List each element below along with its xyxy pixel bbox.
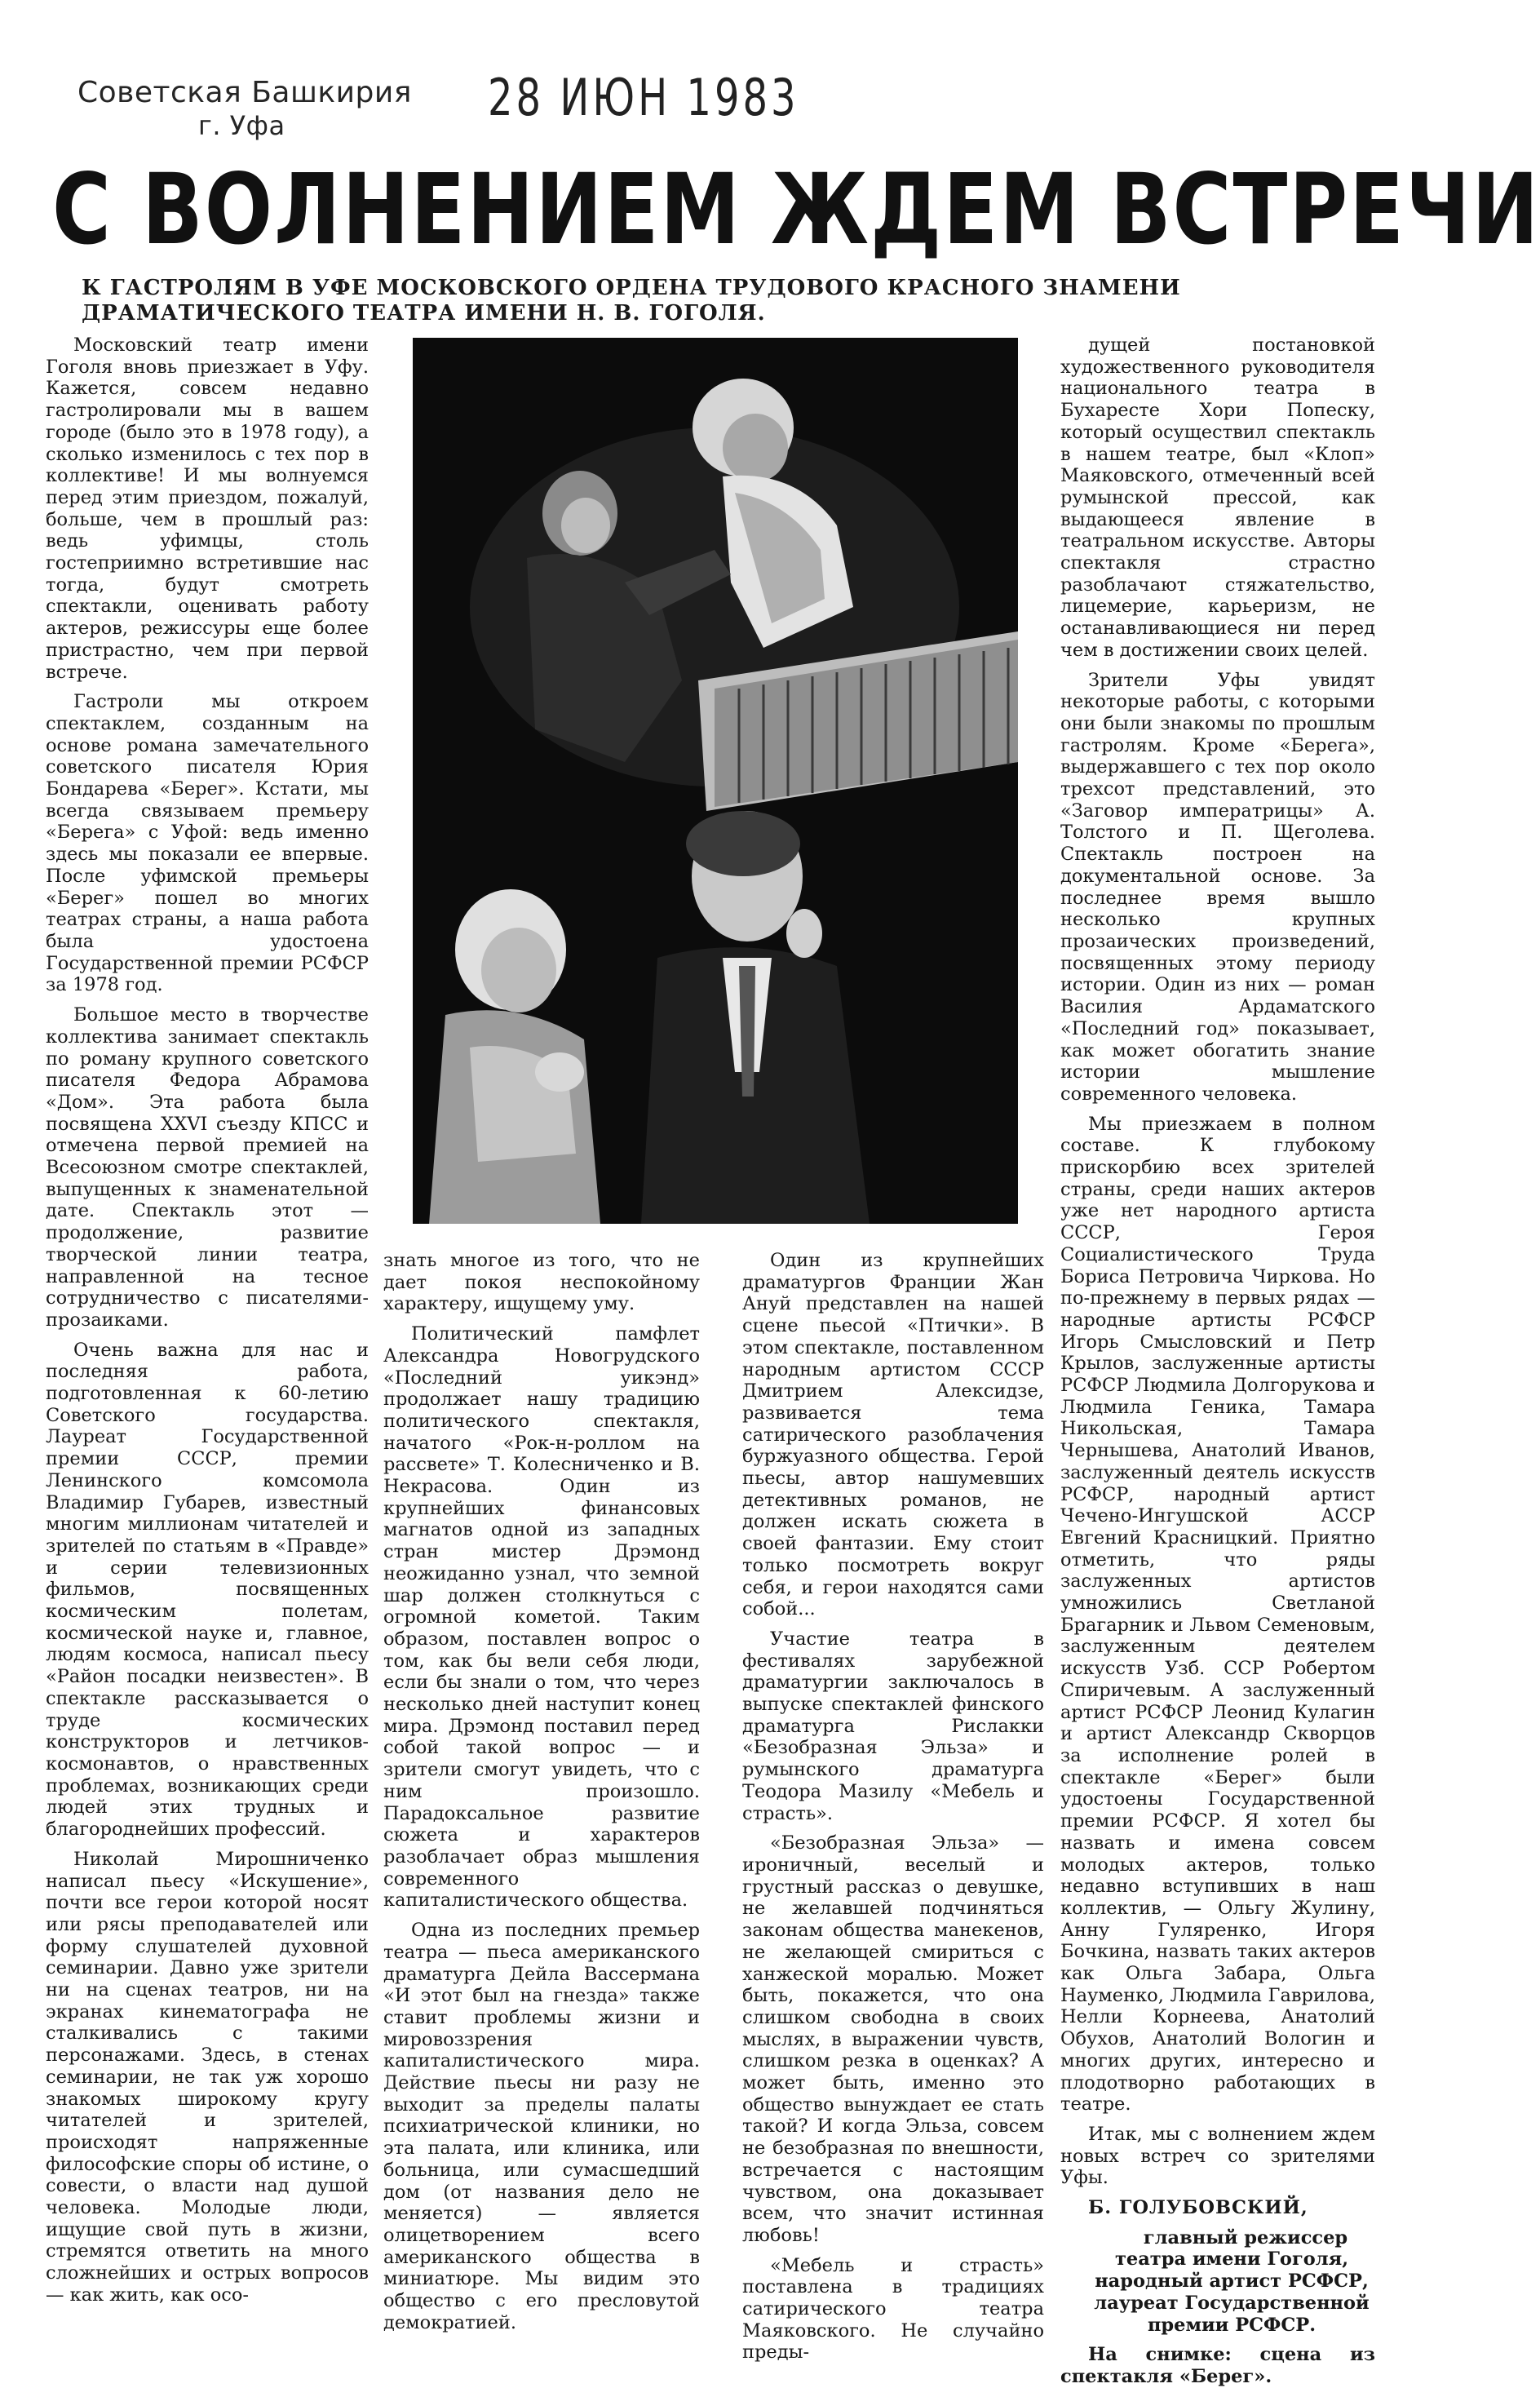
paragraph: дущей постановкой художественного руководителя национального театра в Бухаресте Хори Попеску, который осуществил спектакль в нашем театре, был «Клоп» Маяковского, отмеченный всей румынской прессой, как выдающееся явление в театральном искусстве. Авторы спектакля страстно разоблачают стяжательство, лицемерие, карьеризм, не останавливающиеся ни перед чем в достижении своих целей.: [1060, 334, 1375, 661]
paragraph: Один из крупнейших драматургов Франции Жан Ануй представлен на нашей сцене пьесой «Птички». В этом спектакле, поставленном народным артистом СССР Дмитрием Алексидзе, развивается тема сатирического разоблачения буржуазного общества. Герой пьесы, автор нашумевших детективных романов, не должен искать сюжета в своей фантазии. Ему стоит только посмотреть вокруг себя, и герои находятся сами собой...: [742, 1250, 1044, 1620]
stage-photo: [413, 338, 1018, 1224]
paragraph: Московский театр имени Гоголя вновь приезжает в Уфу. Кажется, совсем недавно гастролировали мы в вашем городе (было это в 1978 году), а сколько изменилось с тех пор в коллективе! И мы волнуемся перед этим приездом, пожалуй, больше, чем в прошлый раз: ведь уфимцы, столь гостеприимно встретившие нас тогда, будут смотреть спектакли, оценивать работу актеров, режиссуры еще более пристрастно, чем при первой встрече.: [46, 334, 369, 683]
date-stamp: 28 ИЮН 1983: [488, 69, 799, 128]
paragraph: Итак, мы с волнением ждем новых встреч со зрителями Уфы.: [1060, 2123, 1375, 2189]
paragraph: Мы приезжаем в полном составе. К глубокому прискорбию всех зрителей страны, среди наших актеров уже нет народного артиста СССР, Героя Социалистического Труда Бориса Петровича Чиркова. Но по-прежнему в первых рядах — народные артисты РСФСР Игорь Смысловский и Петр Крылов, заслуженные артисты РСФСР Людмила Долгорукова и Людмила Геника, Тамара Никольская, Тамара Чернышева, Анатолий Иванов, заслуженный деятель искусств РСФСР, народный артист Чечено-Ингушской АССР Евгений Красницкий. Приятно отметить, что ряды заслуженных артистов умножились Светланой Брагарник и Львом Семеновым, заслуженным деятелем искусств Узб. ССР Робертом Спиричевым. А заслуженный артист РСФСР Леонид Кулагин и артист Александр Скворцов за исполнение ролей в спектакле «Берег» были удостоены Государственной премии РСФСР. Я хотел бы назвать и имена совсем молодых актеров, только недавно вступивших в наш коллектив, — Ольгу Жулину, Анну Гуляренко, Игоря Бочкина, назвать таких актеров как Ольга Забара, Ольга Науменко, Людмила Гаврилова, Нелли Корнеева, Анатолий Обухов, Анатолий Вологин и многих других, интересно и плодотворно работающих в театре.: [1060, 1113, 1375, 2116]
author-name: Б. ГОЛУБОВСКИЙ,: [1088, 2197, 1308, 2219]
paragraph: знать многое из того, что не дает покоя неспокойному характеру, ищущему уму.: [383, 1250, 700, 1315]
column-right: [1060, 334, 1375, 2387]
stamp-city: г. Уфа: [198, 110, 285, 142]
paragraph: Участие театра в фестивалях зарубежной драматургии заключалось в выпуске спектаклей финского драматурга Рислакки «Безобразная Эльза» и румынского драматурга Теодора Мазилу «Мебель и страсть».: [742, 1628, 1044, 1824]
paragraph: Очень важна для нас и последняя работа, подготовленная к 60-летию Советского государства. Лауреат Государственной премии СССР, премии Ленинского комсомола Владимир Губарев, известный многим миллионам читателей и зрителей по статьям в «Правде» и серии телевизионных фильмов, посвященных космическим полетам, космической науке и, главное, людям космоса, написал пьесу «Район посадки неизвестен». В спектакле рассказывается о труде космических конструкторов и летчиков-космонавтов, о нравственных проблемах, возникающих среди людей этих трудных и благороднейших профессий.: [46, 1339, 369, 1841]
column-left: [46, 334, 369, 2306]
paragraph: Николай Мирошниченко написал пьесу «Искушение», почти все герои которой носят или рясы преподавателей или форму слушателей духовной семинарии. Давно уже зрители ни на сценах театров, ни на экранах кинематографа не сталкивались с такими персонажами. Здесь, в стенах семинарии, не так уж хорошо знакомых широкому кругу читателей и зрителей, происходят напряженные философские споры об истине, о совести, о власти над душой человека. Молодые люди, ищущие свой путь в жизни, стремятся ответить на много сложнейших и острых вопросов — как жить, как осо-: [46, 1848, 369, 2306]
stamp-paper-name: Советская Башкирия: [77, 76, 412, 109]
paragraph: Зрители Уфы увидят некоторые работы, с которыми они были знакомы по прошлым гастролям. Кроме «Берега», выдержавшего с тех пор около трехсот представлений, это «Заговор императрицы» А. Толстого и П. Щеголева. Спектакль построен на документальной основе. За последнее время вышло несколько крупных прозаических произведений, посвященных этому периоду истории. Один из них — роман Василия Ардаматского «Последний год» показывает, как может обогатить знание истории мышление современного человека.: [1060, 669, 1375, 1105]
paragraph: Политический памфлет Александра Новогрудского «Последний уикэнд» продолжает нашу традицию политического спектакля, начатого «Рок-н-роллом на рассвете» Т. Колесниченко и В. Некрасова. Один из крупнейших финансовых магнатов одной из западных стран мистер Дрэмонд неожиданно узнал, что земной шар должен столкнуться с огромной кометой. Таким образом, поставлен вопрос о том, как бы вели себя люди, если бы знали о том, что через несколько дней наступит конец мира. Дрэмонд поставил перед собой такой вопрос — и зрители смогут увидеть, что с ним произошло. Парадоксальное развитие сюжета и характеров разоблачает образ мышления современного капиталистического общества.: [383, 1323, 700, 1912]
subheadline: К ГАСТРОЛЯМ В УФЕ МОСКОВСКОГО ОРДЕНА ТРУДОВОГО КРАСНОГО ЗНАМЕНИ ДРАМАТИЧЕСКОГО ТЕАТРА ИМЕНИ Н. В. ГОГОЛЯ.: [82, 276, 1181, 326]
paragraph: Гастроли мы откроем спектаклем, созданным на основе романа замечательного советского писателя Юрия Бондарева «Берег». Кстати, мы всегда связываем премьеру «Берега» с Уфой: ведь именно здесь мы показали ее впервые. После уфимской премьеры «Берег» пошел во многих театрах страны, а наша работа была удостоена Государственной премии РСФСР за 1978 год.: [46, 691, 369, 996]
stage-photo-image: [413, 338, 1018, 1224]
paragraph: «Мебель и страсть» поставлена в традициях сатирического театра Маяковского. Не случайно преды-: [742, 2254, 1044, 2364]
paragraph: «Безобразная Эльза» — ироничный, веселый и грустный рассказ о девушке, не желавшей подчиняться законам общества манекенов, не желающей смириться с ханжеской моралью. Может быть, покажется, что она слишком свободна в своих мыслях, в выражении чувств, слишком резка в оценках? А может быть, именно это общество вынуждает ее стать такой? И когда Эльза, совсем не безобразная по внешности, встречается с настоящим чувством, она доказывает всем, что значит истинная любовь!: [742, 1832, 1044, 2246]
column-center: [742, 1250, 1044, 2364]
photo-caption: На снимке: сцена из спектакля «Берег».: [1060, 2344, 1375, 2387]
author-role: главный режиссер театра имени Гоголя, народный артист РСФСР, лауреат Государственной премии РСФСР.: [1094, 2226, 1370, 2336]
paragraph: Одна из последних премьер театра — пьеса американского драматурга Дейла Вассермана «И этот был на гнезда» также ставит проблемы жизни и мировоззрения капиталистического мира. Действие пьесы ни разу не выходит за пределы палаты психиатрической клиники, но эта палата, или клиника, или больница, или сумасшедший дом (от названия дело не меняется) — является олицетворением всего американского общества в миниатюре. Мы видим это общество с его преслoвутой демократией.: [383, 1920, 700, 2333]
column-middle: [383, 1250, 700, 2333]
headline: С ВОЛНЕНИЕМ ЖДЕМ ВСТРЕЧИ: [52, 153, 1540, 268]
newspaper-stamp: [77, 75, 412, 142]
paragraph: Большое место в творчестве коллектива занимает спектакль по роману крупного советского писателя Федора Абрамова «Дом». Эта работа была посвящена XXVI съезду КПСС и отмечена первой премией на Всесоюзном смотре спектаклей, выпущенных к знаменательной дате. Спектакль этот — продолжение, развитие творческой линии театра, направленной на тесное сотрудничество с писателями-прозаиками.: [46, 1004, 369, 1331]
